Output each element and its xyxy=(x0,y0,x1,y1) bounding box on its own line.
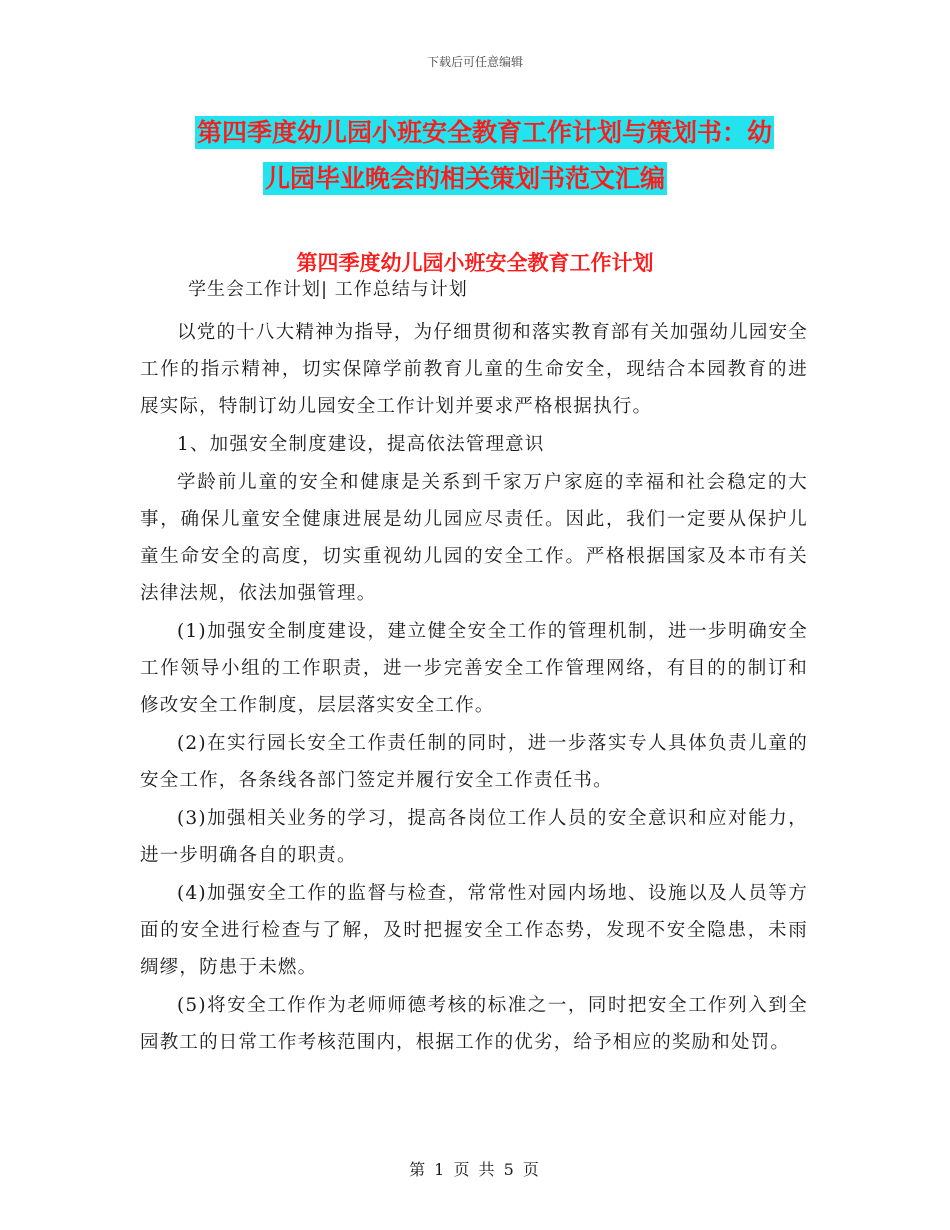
page-footer: 第 1 页 共 5 页 xyxy=(409,1160,541,1179)
paragraph: (4)加强安全工作的监督与检查，常常性对园内场地、设施以及人员等方面的安全进行检查与了解，及时把握安全工作态势，发现不安全隐患，未雨绸缪，防患于未燃。 xyxy=(140,883,808,978)
section-title: 第四季度幼儿园小班安全教育工作计划 xyxy=(296,251,654,275)
paragraph: (5)将安全工作作为老师师德考核的标准之一，同时把安全工作列入到全园教工的日常工作考核范围内，根据工作的优劣，给予相应的奖励和处罚。 xyxy=(140,995,808,1053)
title-line-1: 第四季度幼儿园小班安全教育工作计划与策划书：幼 xyxy=(197,118,773,147)
paragraph: (2)在实行园长安全工作责任制的同时，进一步落实专人具体负责儿童的安全工作，各条线各部门签定并履行安全工作责任书。 xyxy=(140,733,808,791)
paragraph: (1)加强安全制度建设，建立健全安全工作的管理机制，进一步明确安全工作领导小组的工作职责，进一步完善安全工作管理网络，有目的的制订和修改安全工作制度，层层落实安全工作。 xyxy=(140,621,808,716)
document-body xyxy=(140,314,808,1062)
header-note: 下载后可任意编辑 xyxy=(426,55,523,69)
paragraph: (3)加强相关业务的学习，提高各岗位工作人员的安全意识和应对能力，进一步明确各自的职责。 xyxy=(140,808,808,866)
subtitle: 学生会工作计划| 工作总结与计划 xyxy=(188,279,468,300)
paragraph: 学龄前儿童的安全和健康是关系到千家万户家庭的幸福和社会稳定的大事，确保儿童安全健康进展是幼儿园应尽责任。因此，我们一定要从保护儿童生命安全的高度，切实重视幼儿园的安全工作。严格根据国家及本市有关法律法规，依法加强管理。 xyxy=(140,472,808,604)
paragraph: 以党的十八大精神为指导，为仔细贯彻和落实教育部有关加强幼儿园安全工作的指示精神，切实保障学前教育儿童的生命安全，现结合本园教育的进展实际，特制订幼儿园安全工作计划并要求严格根据执行。 xyxy=(140,322,808,417)
title-line-2: 儿园毕业晚会的相关策划书范文汇编 xyxy=(265,164,666,193)
document-title xyxy=(140,110,810,202)
paragraph: 1、加强安全制度建设，提高依法管理意识 xyxy=(177,434,545,455)
